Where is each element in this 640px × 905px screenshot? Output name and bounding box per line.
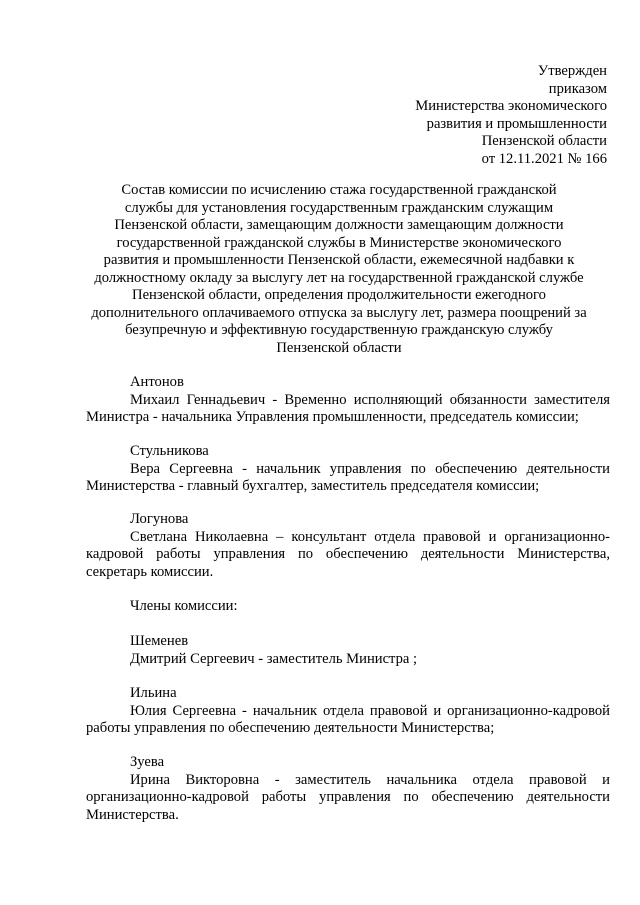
document-title bbox=[86, 182, 592, 357]
member-entry-chairman bbox=[86, 374, 610, 427]
title-line: Пензенской области, замещающим должности замещающим должности bbox=[114, 217, 564, 233]
approval-line: от 12.11.2021 № 166 bbox=[481, 150, 607, 167]
member-entry-deputy-chairman bbox=[86, 443, 610, 496]
members-heading: Члены комиссии: bbox=[130, 598, 238, 614]
title-line: дополнительного оплачиваемого отпуска за выслугу лет, размера поощрений за bbox=[91, 304, 587, 321]
title-line: безупречную и эффективную государственную гражданскую службу bbox=[125, 322, 553, 338]
title-line: Пензенской области, определения продолжительности ежегодного bbox=[132, 287, 546, 303]
member-description: Ирина Викторовна - заместитель начальника отдела правовой и организационно-кадровой работы управления по обеспечению деятельности Министерства. bbox=[86, 771, 610, 823]
member-description: Вера Сергеевна - начальник управления по обеспечению деятельности Министерства - главный бухгалтер, заместитель председателя комиссии; bbox=[86, 460, 610, 494]
member-surname: Ильина bbox=[130, 685, 177, 701]
member-surname: Шеменев bbox=[130, 633, 189, 649]
member-description: Михаил Геннадьевич - Временно исполняющий обязанности заместителя Министра - начальника Управления промышленности, председатель комиссии; bbox=[86, 391, 610, 425]
approval-line: приказом bbox=[548, 80, 607, 97]
member-entry bbox=[86, 685, 610, 738]
member-entry bbox=[86, 633, 610, 668]
title-line: Состав комиссии по исчислению стажа государственной гражданской bbox=[121, 182, 557, 198]
member-description: Дмитрий Сергеевич - заместитель Министра ; bbox=[130, 650, 418, 667]
member-surname: Антонов bbox=[130, 374, 184, 390]
member-surname: Стульникова bbox=[130, 443, 209, 459]
member-entry-secretary bbox=[86, 511, 610, 581]
approval-line: развития и промышленности bbox=[426, 115, 607, 132]
approval-line: Министерства экономического bbox=[415, 98, 607, 114]
approval-block bbox=[347, 63, 607, 168]
approval-line: Утвержден bbox=[537, 63, 607, 79]
title-line: должностному окладу за выслугу лет на государственной гражданской службе bbox=[94, 269, 584, 286]
title-line: службы для установления государственным гражданским служащим bbox=[124, 199, 554, 216]
member-surname: Логунова bbox=[130, 511, 189, 527]
title-line: государственной гражданской службы в Министерстве экономического bbox=[116, 234, 562, 251]
approval-line: Пензенской области bbox=[481, 133, 607, 149]
title-line: Пензенской области bbox=[276, 339, 402, 356]
member-description: Светлана Николаевна – консультант отдела правовой и организационно-кадровой работы управления по обеспечению деятельности Министерства, секретарь комиссии. bbox=[86, 528, 610, 580]
title-line: развития и промышленности Пензенской области, ежемесячной надбавки к bbox=[103, 252, 575, 268]
member-surname: Зуева bbox=[130, 754, 165, 770]
member-description: Юлия Сергеевна - начальник отдела правовой и организационно-кадровой работы управления по обеспечению деятельности Министерства; bbox=[86, 702, 610, 736]
member-entry bbox=[86, 754, 610, 824]
